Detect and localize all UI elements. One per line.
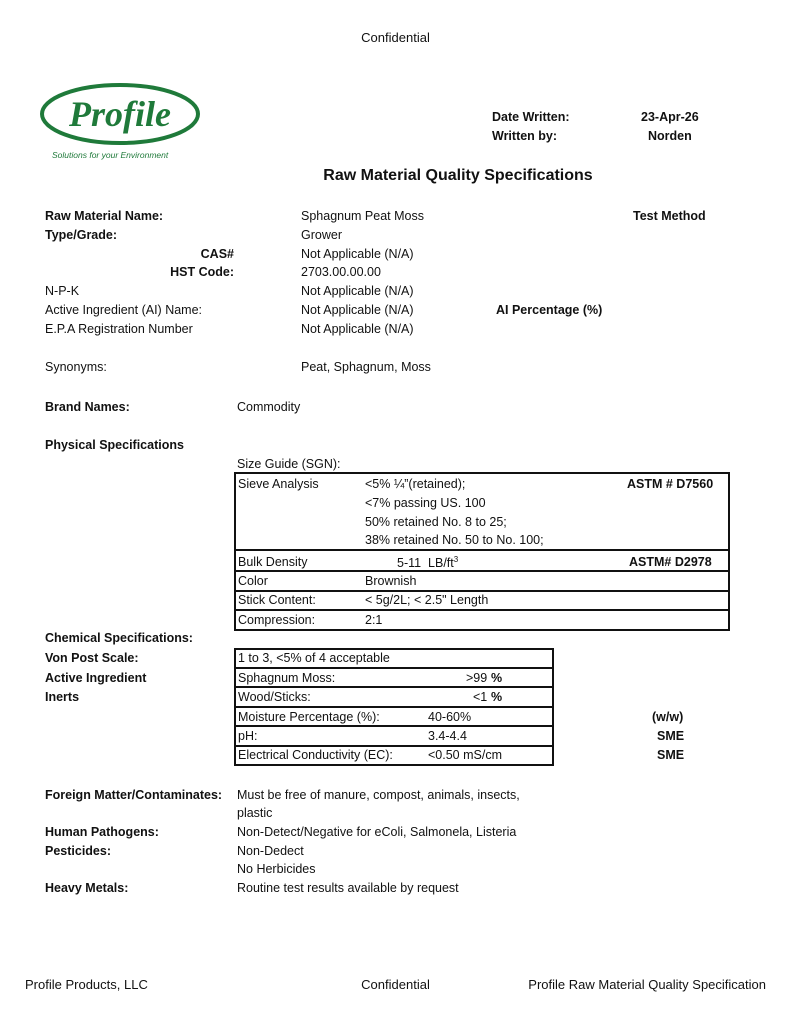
raw-material-value: Sphagnum Peat Moss [301,209,424,223]
brand-names-value: Commodity [237,400,301,414]
active-ingredient-label: Active Ingredient [45,671,147,685]
written-by-value: Norden [648,129,692,143]
brand-names-label: Brand Names: [45,400,130,414]
foreign-matter-value-cont: plastic [237,806,273,820]
ph-label: pH: [238,729,258,743]
type-grade-label: Type/Grade: [45,228,118,242]
footer-document-name: Profile Raw Material Quality Specification [528,977,766,992]
color-value: Brownish [365,574,417,588]
epa-label: E.P.A Registration Number [45,322,193,336]
profile-logo [38,80,208,162]
sieve-line: 50% retained No. 8 to 25; [365,515,507,529]
bulk-density-label: Bulk Density [238,555,308,569]
wood-sticks-value: <1 [473,690,488,704]
bulk-density-range: 5-11 [397,556,422,571]
synonyms-value: Peat, Sphagnum, Moss [301,360,431,374]
sphagnum-moss-unit: % [491,671,503,685]
ai-percentage-label: AI Percentage (%) [496,303,603,317]
color-label: Color [238,574,268,588]
npk-label: N-P-K [45,284,80,298]
date-written-label: Date Written: [492,110,570,124]
cas-label: CAS# [200,247,234,261]
compression-label: Compression: [238,613,316,627]
page-title: Raw Material Quality Specifications [323,167,593,184]
wood-sticks-unit: % [491,690,503,704]
pesticides-label: Pesticides: [45,844,112,858]
sieve-line: <5% ¼”(retained); [365,477,466,491]
foreign-matter-label: Foreign Matter/Contaminates: [45,788,223,802]
sieve-line: <7% passing US. 100 [365,496,486,510]
sieve-line: 38% retained No. 50 to No. 100; [365,533,544,547]
human-pathogens-label: Human Pathogens: [45,825,159,839]
bulk-test-method: ASTM# D2978 [629,555,712,569]
foreign-matter-value: Must be free of manure, compost, animals, insects, [237,788,520,802]
heavy-metals-label: Heavy Metals: [45,881,129,895]
epa-value: Not Applicable (N/A) [301,322,414,336]
raw-material-label: Raw Material Name: [45,209,164,223]
header-confidential: Confidential [361,30,430,45]
table-divider [234,549,730,551]
bulk-density-unit: LB/ft [428,556,454,571]
human-pathogens-value: Non-Detect/Negative for eColi, Salmonela, Listeria [237,825,517,839]
bulk-density-exponent: 3 [453,555,459,564]
table-divider [234,609,730,611]
ec-label: Electrical Conductivity (EC): [238,748,393,762]
cas-value: Not Applicable (N/A) [301,247,414,261]
stick-content-value: < 5g/2L; < 2.5" Length [365,593,489,607]
herbicides-value: No Herbicides [237,862,316,876]
npk-value: Not Applicable (N/A) [301,284,414,298]
physical-heading: Physical Specifications [45,438,184,452]
test-method-label: Test Method [633,209,706,223]
chemical-heading: Chemical Specifications: [45,631,193,645]
ph-value: 3.4-4.4 [428,729,467,743]
ai-name-label: Active Ingredient (AI) Name: [45,303,203,317]
type-grade-value: Grower [301,228,342,242]
table-divider [234,570,730,572]
stick-content-label: Stick Content: [238,593,316,607]
sieve-test-method: ASTM # D7560 [627,477,714,491]
table-divider [234,686,554,688]
moisture-value: 40-60% [428,710,472,724]
date-written-value: 23-Apr-26 [641,110,699,124]
ec-value: <0.50 mS/cm [428,748,502,762]
bulk-density-value [397,552,458,571]
moisture-label: Moisture Percentage (%): [238,710,380,724]
sphagnum-moss-value: >99 [466,671,488,685]
sieve-analysis-label: Sieve Analysis [238,477,319,491]
table-divider [234,706,554,708]
ph-method: SME [657,729,685,743]
inerts-label: Inerts [45,690,80,704]
compression-value: 2:1 [365,613,383,627]
footer-confidential: Confidential [361,977,430,992]
heavy-metals-value: Routine test results available by request [237,881,459,895]
ai-name-value: Not Applicable (N/A) [301,303,414,317]
moisture-method: (w/w) [652,710,684,724]
hst-code-label: HST Code: [170,265,234,279]
written-by-label: Written by: [492,129,558,143]
ec-method: SME [657,748,685,762]
von-post-value: 1 to 3, <5% of 4 acceptable [238,651,390,665]
sphagnum-moss-label: Sphagnum Moss: [238,671,336,685]
footer-company: Profile Products, LLC [25,977,148,992]
hst-code-value: 2703.00.00.00 [301,265,381,279]
table-divider [234,667,554,669]
synonyms-label: Synonyms: [45,360,107,374]
von-post-label: Von Post Scale: [45,651,139,665]
pesticides-value: Non-Dedect [237,844,304,858]
wood-sticks-label: Wood/Sticks: [238,690,311,704]
table-divider [234,725,554,727]
logo-wordmark: Profile [69,94,171,134]
size-guide-label: Size Guide (SGN): [237,457,341,471]
logo-tagline: Solutions for your Environment [52,150,169,160]
